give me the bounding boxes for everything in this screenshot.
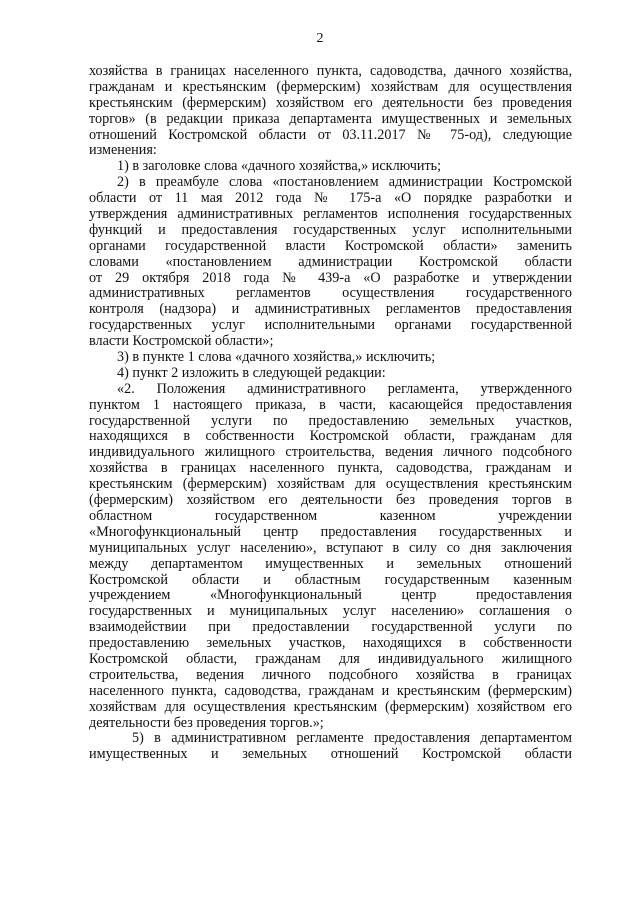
text-line: (фермерским) хозяйством его деятельности без проведения торгов в xyxy=(89,492,572,509)
text-line: гражданам и крестьянским (фермерским) хозяйствам для осуществления xyxy=(89,78,572,95)
text-line: крестьянским (фермерским) хозяйствам для осуществления крестьянским xyxy=(89,476,572,493)
text-line: областном государственном казенном учреждении xyxy=(89,507,572,524)
text-line: деятельности без проведения торгов.»; xyxy=(89,714,324,731)
text-line: учреждением «Многофункциональный центр предоставления xyxy=(89,587,572,604)
text-line: Костромской области и областным государственным казенным xyxy=(89,571,572,588)
text-line: утверждения административных регламентов исполнения государственных xyxy=(89,206,572,223)
text-line: органами государственной власти Костромской области» заменить xyxy=(89,237,572,254)
text-line: функций и предоставления государственных услуг исполнительными xyxy=(89,221,572,238)
text-line: 5) в административном регламенте предоставления департаментом xyxy=(132,730,572,747)
text-line: находящихся в собственности Костромской области, гражданам для xyxy=(89,428,572,445)
text-line: государственных и муниципальных услуг населению» соглашения о xyxy=(89,603,572,620)
text-line: 2) в преамбуле слова «постановлением администрации Костромской xyxy=(117,174,572,191)
text-line: Костромской области, гражданам для индивидуального жилищного xyxy=(89,650,572,667)
text-line: области от 11 мая 2012 года № 175-а «О порядке разработки и xyxy=(89,190,572,207)
text-line: 4) пункт 2 изложить в следующей редакции: xyxy=(117,364,386,381)
text-line: имущественных и земельных отношений Костромской области xyxy=(89,746,572,763)
text-line: изменения: xyxy=(89,142,157,159)
text-line: торгов» (в редакции приказа департамента имущественных и земельных xyxy=(89,110,572,127)
text-line: строительства, ведения личного подсобного хозяйства в границах xyxy=(89,666,572,683)
text-line: власти Костромской области»; xyxy=(89,333,274,350)
text-line: контроля (надзора) и административных регламентов предоставления xyxy=(89,301,572,318)
text-line: хозяйства в границах населенного пункта, садоводства, дачного хозяйства, xyxy=(89,63,572,79)
text-line: административных регламентов осуществления государственного xyxy=(89,285,572,302)
text-line: крестьянским (фермерским) хозяйством его деятельности без проведения xyxy=(89,94,572,111)
document-body xyxy=(89,64,572,763)
text-line: пунктом 1 настоящего приказа, в части, касающейся предоставления xyxy=(89,396,572,413)
text-line: хозяйства в границах населенного пункта, садоводства, гражданам и xyxy=(89,460,572,477)
text-line: 1) в заголовке слова «дачного хозяйства,» исключить; xyxy=(117,158,442,175)
text-line: «2. Положения административного регламента, утвержденного xyxy=(117,380,572,397)
text-line: словами «постановлением администрации Костромской области xyxy=(89,253,572,270)
text-line: предоставлению земельных участков, находящихся в собственности xyxy=(89,635,572,652)
text-line: государственной услуги по предоставлению земельных участков, xyxy=(89,412,572,429)
text-line: индивидуального жилищного строительства, ведения личного подсобного xyxy=(89,444,572,461)
text-line: государственных услуг исполнительными органами государственной xyxy=(89,317,572,334)
text-line: 3) в пункте 1 слова «дачного хозяйства,» исключить; xyxy=(117,349,436,366)
text-line: населенного пункта, садоводства, гражданам и крестьянским (фермерским) xyxy=(89,682,572,699)
text-line: хозяйствам для осуществления крестьянским (фермерским) хозяйством его xyxy=(89,698,572,715)
page-number: 2 xyxy=(316,31,324,46)
text-line: между департаментом имущественных и земельных отношений xyxy=(89,555,572,572)
text-line: муниципальных услуг населению», вступают в силу со дня заключения xyxy=(89,539,572,556)
text-line: от 29 октября 2018 года № 439-а «О разработке и утверждении xyxy=(89,269,572,286)
text-line: «Многофункциональный центр предоставления государственных и xyxy=(89,523,572,540)
text-line: отношений Костромской области от 03.11.2017 № 75-од), следующие xyxy=(89,126,572,143)
text-line: взаимодействии при предоставлении государственной услуги по xyxy=(89,619,572,636)
